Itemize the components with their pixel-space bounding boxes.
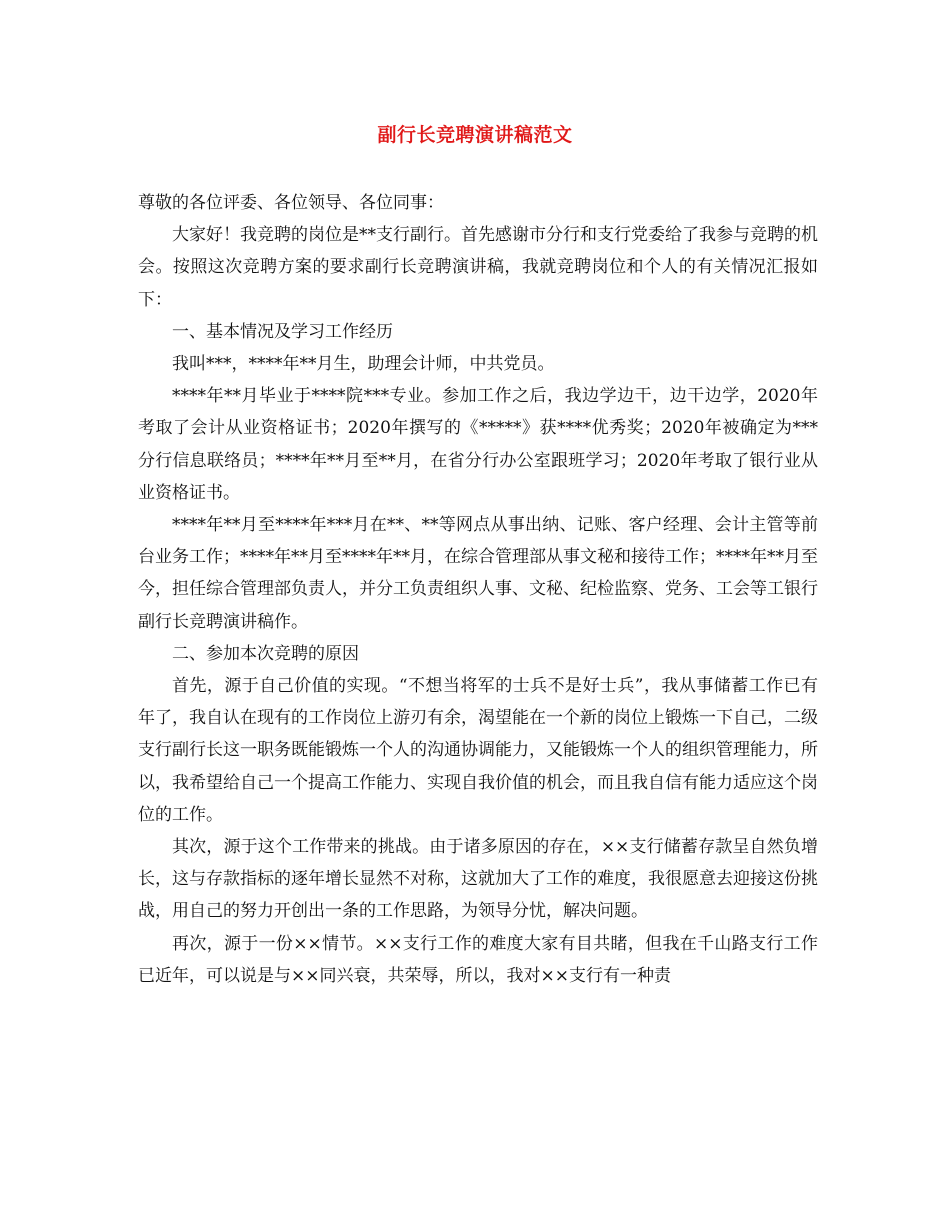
- document-body: [138, 187, 818, 992]
- section-heading-2: 二、参加本次竞聘的原因: [172, 643, 359, 664]
- section-heading-1: 一、基本情况及学习工作经历: [172, 321, 393, 342]
- work-history-paragraph: ****年**月至****年***月在**、**等网点从事出纳、记账、客户经理、会计主管等前台业务工作；****年**月至****年**月，在综合管理部从事文秘和接待工作；****年**月至今，担任综合管理部负责人，并分工负责组织人事、文秘、纪检监察、党务、工会等工银行副行长竞聘演讲稿作。: [138, 515, 818, 632]
- salutation-paragraph: 尊敬的各位评委、各位领导、各位同事：: [138, 193, 444, 213]
- reason-second-paragraph: 其次，源于这个工作带来的挑战。由于诸多原因的存在，××支行储蓄存款呈自然负增长，这与存款指标的逐年增长显然不对称，这就加大了工作的难度，我很愿意去迎接这份挑战，用自己的努力开创出一条的工作思路，为领导分忧，解决问题。: [138, 837, 818, 922]
- reason-third-paragraph: 再次，源于一份××情节。××支行工作的难度大家有目共睹，但我在千山路支行工作已近年，可以说是与××同兴衰，共荣辱，所以，我对××支行有一种责: [138, 933, 818, 986]
- document-title: 副行长竞聘演讲稿范文: [377, 124, 573, 146]
- greeting-paragraph: 大家好！我竞聘的岗位是**支行副行。首先感谢市分行和支行党委给了我参与竞聘的机会。按照这次竞聘方案的要求副行长竞聘演讲稿，我就竞聘岗位和个人的有关情况汇报如下：: [138, 225, 818, 310]
- education-paragraph: ****年**月毕业于****院***专业。参加工作之后，我边学边干，边干边学，2020年考取了会计从业资格证书；2020年撰写的《*****》获****优秀奖；2020年被确定为***分行信息联络员；****年**月至**月，在省分行办公室跟班学习；2020年考取了银行业从业资格证书。: [138, 386, 818, 503]
- personal-info-paragraph: 我叫***，****年**月生，助理会计师，中共党员。: [172, 354, 555, 375]
- reason-first-paragraph: 首先，源于自己价值的实现。“不想当将军的士兵不是好士兵”，我从事储蓄工作已有年了，我自认在现有的工作岗位上游刃有余，渴望能在一个新的岗位上锻炼一下自己，二级支行副行长这一职务既能锻炼一个人的沟通协调能力，又能锻炼一个人的组织管理能力，所以，我希望给自己一个提高工作能力、实现自我价值的机会，而且我自信有能力适应这个岗位的工作。: [138, 676, 818, 825]
